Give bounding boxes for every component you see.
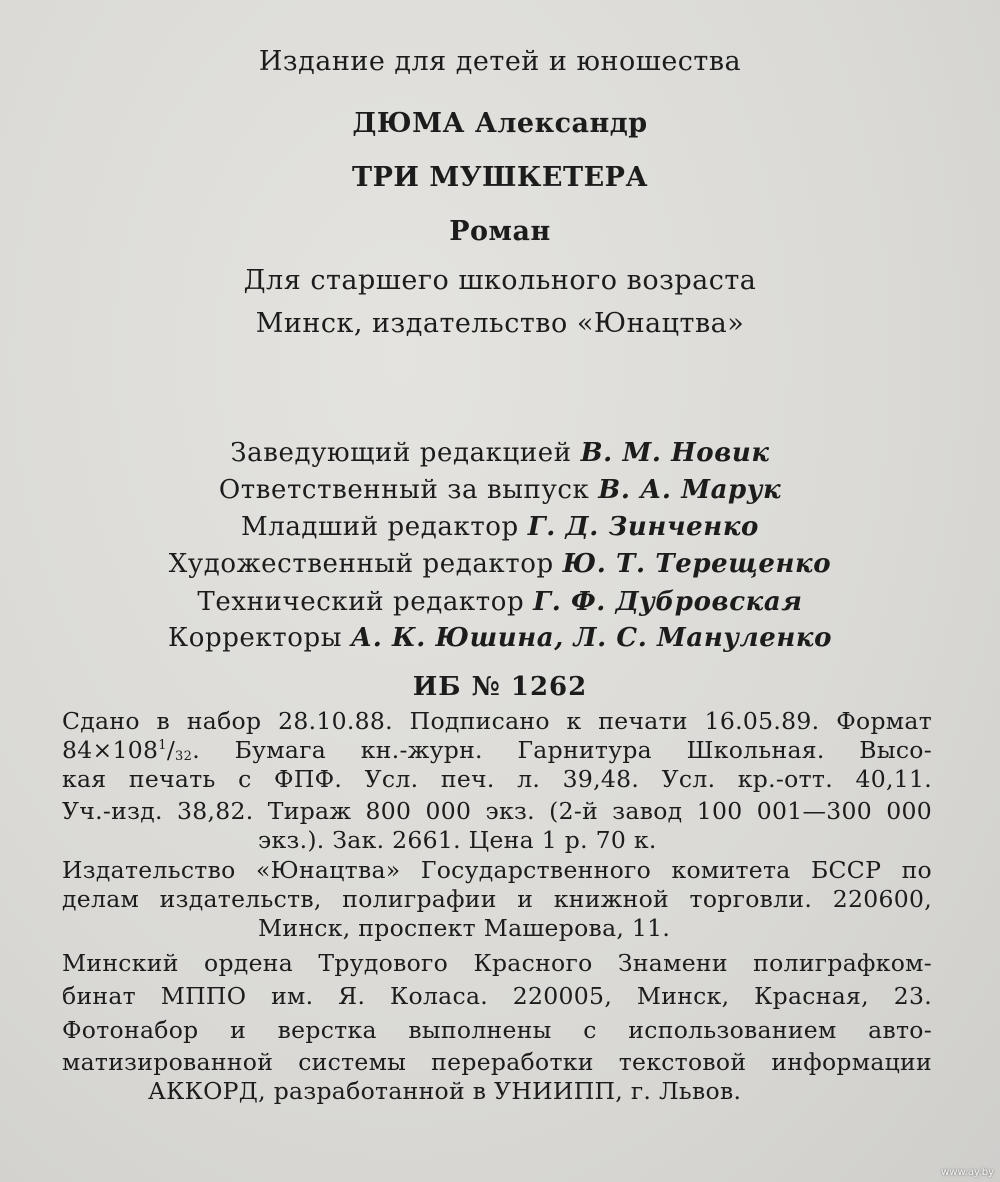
publisher-line-3: Минск, проспект Машерова, 11. xyxy=(258,914,671,942)
credit-name: Г. Ф. Дубровская xyxy=(533,587,803,617)
format-value: $84\times 108^1/_{32}$ xyxy=(62,736,193,764)
credit-junior-editor xyxy=(0,512,1000,542)
printer-line-1: Минский ордена Трудового Красного Знамени полиграфком- xyxy=(62,949,932,977)
imprint-line-1: Сдано в набор 28.10.88. Подписано к печати 16.05.89. Формат xyxy=(62,707,932,735)
site-watermark: www.ay.by xyxy=(941,1167,994,1178)
credit-tech-editor xyxy=(0,587,1000,617)
typesetting-line-2: матизированной системы переработки текстовой информации xyxy=(62,1048,932,1076)
ib-number: ИБ № 1262 xyxy=(412,672,588,702)
imprint-line-3: кая печать с ФПФ. Усл. печ. л. 39,48. Усл. кр.-отт. 40,11. xyxy=(62,765,932,793)
credit-responsible xyxy=(0,475,1000,505)
credit-role: Ответственный за выпуск xyxy=(218,475,590,505)
credit-name: Г. Д. Зинченко xyxy=(527,512,759,542)
audience-line: Для старшего школьного возраста xyxy=(243,265,757,296)
imprint-line-2: $84\times 108^1/_{32}$. Бумага кн.-журн. Гарнитура Школьная. Высо- xyxy=(62,736,932,764)
credit-proofreaders xyxy=(0,623,1000,653)
credit-name: Ю. Т. Терещенко xyxy=(562,549,832,579)
credit-art-editor xyxy=(0,549,1000,579)
printer-line-2: бинат МППО им. Я. Коласа. 220005, Минск, Красная, 23. xyxy=(62,982,932,1010)
publisher-line-2: делам издательств, полиграфии и книжной торговли. 220600, xyxy=(62,885,932,913)
credit-role: Художественный редактор xyxy=(168,549,554,579)
series-line: Издание для детей и юношества xyxy=(258,46,742,77)
publisher-line-1: Издательство «Юнацтва» Государственного комитета БССР по xyxy=(62,856,932,884)
author-line: ДЮМА Александр xyxy=(352,108,648,139)
credit-role: Корректоры xyxy=(167,623,343,653)
imprint-line-5: экз.). Зак. 2661. Цена 1 р. 70 к. xyxy=(258,826,657,854)
credit-role: Заведующий редакцией xyxy=(230,438,572,468)
credit-editor-in-chief xyxy=(0,438,1000,468)
credit-name: А. К. Юшина, Л. С. Мануленко xyxy=(350,623,833,653)
credit-name: В. М. Новик xyxy=(580,438,770,468)
publisher-city-line: Минск, издательство «Юнацтва» xyxy=(255,308,745,339)
credit-role: Технический редактор xyxy=(197,587,525,617)
credit-role: Младший редактор xyxy=(240,512,519,542)
credit-name: В. А. Марук xyxy=(598,475,782,505)
book-title: ТРИ МУШКЕТЕРА xyxy=(352,162,648,193)
typesetting-line-3: АККОРД, разработанной в УНИИПП, г. Львов. xyxy=(148,1077,742,1105)
typesetting-line-1: Фотонабор и верстка выполнены с использованием авто- xyxy=(62,1016,932,1044)
genre-line: Роман xyxy=(449,216,551,247)
imprint-line-4: Уч.-изд. 38,82. Тираж 800 000 экз. (2-й завод 100 001—300 000 xyxy=(62,797,932,825)
